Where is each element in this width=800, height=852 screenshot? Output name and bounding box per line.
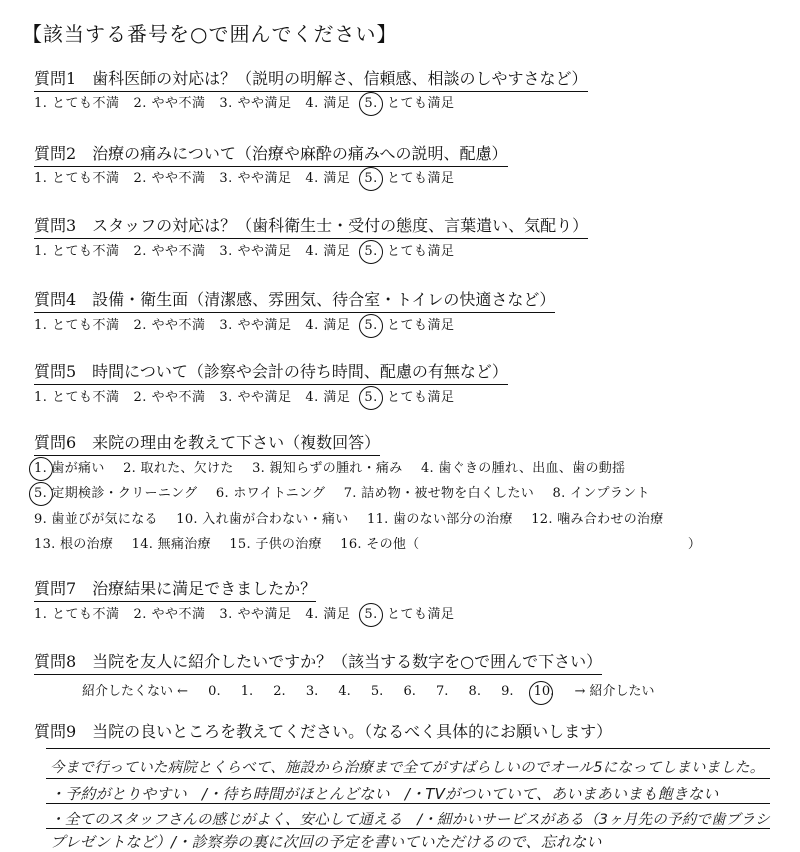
reasons-row-3 xyxy=(34,511,678,529)
instruction-header: 【該当する番号を○で囲んでください】 xyxy=(22,22,398,46)
reasons-row-1 xyxy=(34,460,639,478)
reason-7[interactable]: 7. 詰め物・被せ物を白くしたい xyxy=(343,486,535,501)
option-5-label: とても満足 xyxy=(386,171,455,186)
reason-4[interactable]: 4. 歯ぐきの腫れ、出血、歯の動揺 xyxy=(420,461,626,476)
reason-16-close-paren: ） xyxy=(687,537,702,552)
option-3[interactable]: 3. やや満足 xyxy=(219,96,292,111)
option-3[interactable]: 3. やや満足 xyxy=(219,244,292,259)
question-5-title: 質問5 時間について（診察や会計の待ち時間、配慮の有無など） xyxy=(34,361,508,385)
option-5-circled[interactable]: 5. xyxy=(364,171,378,186)
scale-9[interactable]: 9. xyxy=(501,684,514,699)
option-4[interactable]: 4. 満足 xyxy=(305,96,351,111)
question-1-title: 質問1 歯科医師の対応は？（説明の明解さ、信頼感、相談のしやすさなど） xyxy=(34,68,588,92)
question-4-title: 質問4 設備・衛生面（清潔感、雰囲気、待合室・トイレの快適さなど） xyxy=(34,289,555,313)
question-8-title: 質問8 当院を友人に紹介したいですか？（該当する数字を○で囲んで下さい） xyxy=(34,651,602,675)
handwritten-line-2: ・予約がとりやすい /・待ち時間がほとんどない /・TVがついていて、あいまあいまも飽きない xyxy=(50,785,719,803)
option-1[interactable]: 1. とても不満 xyxy=(34,244,120,259)
answer-line xyxy=(46,748,770,749)
handwritten-line-4: プレゼントなど）/・診察券の裏に次回の予定を書いていただけるので、忘れない xyxy=(50,833,602,851)
scale-8[interactable]: 8. xyxy=(468,684,481,699)
scale-left-label: 紹介したくない ← xyxy=(82,684,189,699)
scale-5[interactable]: 5. xyxy=(370,684,384,699)
option-5-circled[interactable]: 5. xyxy=(364,390,378,405)
handwritten-line-3: ・全てのスタッフさんの感じがよく、安心して通える /・細かいサービスがある（3ヶ月先の予約で歯ブラシ xyxy=(50,812,770,828)
option-2[interactable]: 2. やや不満 xyxy=(133,390,206,405)
question-9-title: 質問9 当院の良いところを教えてください。（なるべく具体的にお願いします） xyxy=(34,722,613,741)
reason-11[interactable]: 11. 歯のない部分の治療 xyxy=(367,512,513,527)
option-2[interactable]: 2. やや不満 xyxy=(133,607,206,622)
reason-14[interactable]: 14. 無痛治療 xyxy=(131,537,211,552)
option-4[interactable]: 4. 満足 xyxy=(305,390,351,405)
scale-4[interactable]: 4. xyxy=(338,684,351,699)
option-5-label: とても満足 xyxy=(386,244,455,259)
option-2[interactable]: 2. やや不満 xyxy=(133,318,206,333)
reason-1-circled[interactable]: 1. 歯が痛い xyxy=(34,461,105,476)
question-4-options xyxy=(34,317,455,335)
option-5-label: とても満足 xyxy=(386,390,455,405)
question-2-options xyxy=(34,170,455,188)
option-4[interactable]: 4. 満足 xyxy=(305,607,351,622)
option-1[interactable]: 1. とても不満 xyxy=(34,607,120,622)
reason-2[interactable]: 2. 取れた、欠けた xyxy=(123,461,234,476)
option-2[interactable]: 2. やや不満 xyxy=(133,171,206,186)
reason-16[interactable]: 16. その他（ xyxy=(340,537,420,552)
option-5-circled[interactable]: 5. xyxy=(364,607,378,622)
option-2[interactable]: 2. やや不満 xyxy=(133,96,206,111)
option-1[interactable]: 1. とても不満 xyxy=(34,390,120,405)
answer-line xyxy=(46,803,770,804)
reason-9[interactable]: 9. 歯並びが気になる xyxy=(34,512,158,527)
reason-5-circled[interactable]: 5. 定期検診・クリーニング xyxy=(34,486,198,501)
question-3-options xyxy=(34,243,455,261)
reasons-row-4 xyxy=(34,536,715,554)
option-3[interactable]: 3. やや満足 xyxy=(219,607,292,622)
question-7-options xyxy=(34,606,455,624)
option-3[interactable]: 3. やや満足 xyxy=(219,318,292,333)
option-3[interactable]: 3. やや満足 xyxy=(219,171,292,186)
scale-2[interactable]: 2. xyxy=(273,684,286,699)
option-5-circled[interactable]: 5. xyxy=(364,244,378,259)
reason-13[interactable]: 13. 根の治療 xyxy=(34,537,114,552)
answer-line xyxy=(46,828,770,829)
option-2[interactable]: 2. やや不満 xyxy=(133,244,206,259)
reason-8[interactable]: 8. インプラント xyxy=(552,486,650,501)
option-4[interactable]: 4. 満足 xyxy=(305,318,351,333)
reason-12[interactable]: 12. 噛み合わせの治療 xyxy=(531,512,664,527)
option-4[interactable]: 4. 満足 xyxy=(305,171,351,186)
option-5-circled[interactable]: 5. xyxy=(364,318,378,333)
question-3-title: 質問3 スタッフの対応は？（歯科衛生士・受付の態度、言葉遣い、気配り） xyxy=(34,215,588,239)
recommend-scale xyxy=(82,680,671,699)
reason-15[interactable]: 15. 子供の治療 xyxy=(229,537,322,552)
reason-10[interactable]: 10. 入れ歯が合わない・痛い xyxy=(176,512,349,527)
handwritten-line-1: 今まで行っていた病院とくらべて、施設から治療まで全てがすばらしいのでオール5になってしまいました。 xyxy=(50,760,765,776)
option-5-label: とても満足 xyxy=(386,96,455,111)
scale-right-label: → 紹介したい xyxy=(574,684,655,699)
option-1[interactable]: 1. とても不満 xyxy=(34,171,120,186)
reasons-row-2 xyxy=(34,485,664,503)
answer-line xyxy=(46,778,770,779)
option-1[interactable]: 1. とても不満 xyxy=(34,318,120,333)
question-6-title: 質問6 来院の理由を教えて下さい（複数回答） xyxy=(34,432,380,456)
question-1-options xyxy=(34,95,455,113)
scale-3[interactable]: 3. xyxy=(305,684,319,699)
option-4[interactable]: 4. 満足 xyxy=(305,244,351,259)
reason-6[interactable]: 6. ホワイトニング xyxy=(215,486,326,501)
scale-1[interactable]: 1. xyxy=(240,684,254,699)
option-5-label: とても満足 xyxy=(386,318,455,333)
option-1[interactable]: 1. とても不満 xyxy=(34,96,120,111)
scale-6[interactable]: 6. xyxy=(403,684,416,699)
scale-10-circled[interactable]: 10. xyxy=(533,684,555,699)
question-7-title: 質問7 治療結果に満足できましたか？ xyxy=(34,578,316,602)
question-5-options xyxy=(34,389,455,407)
option-5-circled[interactable]: 5. xyxy=(364,96,378,111)
option-5-label: とても満足 xyxy=(386,607,455,622)
scale-0[interactable]: 0. xyxy=(208,684,221,699)
question-2-title: 質問2 治療の痛みについて（治療や麻酔の痛みへの説明、配慮） xyxy=(34,143,508,167)
scale-7[interactable]: 7. xyxy=(436,684,449,699)
reason-3[interactable]: 3. 親知らずの腫れ・痛み xyxy=(252,461,403,476)
option-3[interactable]: 3. やや満足 xyxy=(219,390,292,405)
